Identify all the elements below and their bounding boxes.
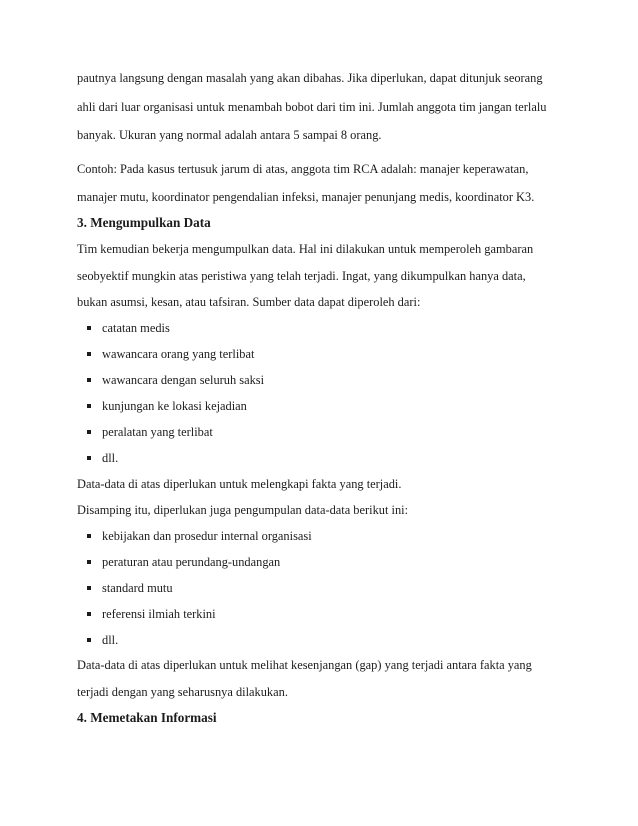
section-3-heading: 3. Mengumpulkan Data <box>77 215 211 230</box>
paragraph-6-line-2: terjadi dengan yang seharusnya dilakukan. <box>77 685 288 699</box>
list-2-item <box>87 606 216 622</box>
list-1-item <box>87 398 247 414</box>
bullet-icon <box>87 456 91 460</box>
paragraph-5: Disamping itu, diperlukan juga pengumpulan data-data berikut ini: <box>77 503 409 517</box>
list-2-item <box>87 528 312 544</box>
paragraph-6-line-1: Data-data di atas diperlukan untuk melihat kesenjangan (gap) yang terjadi antara fakta yang <box>77 658 532 672</box>
list-2-item <box>87 580 173 596</box>
bullet-icon <box>87 404 91 408</box>
list-1-item <box>87 346 254 362</box>
paragraph-2-line-1: Contoh: Pada kasus tertusuk jarum di atas, anggota tim RCA adalah: manajer keperawatan, <box>77 162 529 176</box>
paragraph-2-line-2: manajer mutu, koordinator pengendalian infeksi, manajer penunjang medis, koordinator K3. <box>77 190 535 204</box>
bullet-icon <box>87 326 91 330</box>
list-1-item-text: peralatan yang terlibat <box>102 425 213 439</box>
bullet-icon <box>87 378 91 382</box>
paragraph-1-line-3: banyak. Ukuran yang normal adalah antara 5 sampai 8 orang. <box>77 128 382 142</box>
paragraph-1-line-1: pautnya langsung dengan masalah yang akan dibahas. Jika diperlukan, dapat ditunjuk seorang <box>77 71 543 85</box>
list-1-item <box>87 320 170 336</box>
bullet-icon <box>87 534 91 538</box>
list-2-item <box>87 632 118 648</box>
bullet-icon <box>87 586 91 590</box>
list-2-item-text: standard mutu <box>102 581 173 595</box>
list-2-item-text: kebijakan dan prosedur internal organisasi <box>102 529 312 543</box>
paragraph-3-line-3: bukan asumsi, kesan, atau tafsiran. Sumber data dapat diperoleh dari: <box>77 295 421 309</box>
list-2-item <box>87 554 280 570</box>
bullet-icon <box>87 638 91 642</box>
bullet-icon <box>87 612 91 616</box>
section-4-heading: 4. Memetakan Informasi <box>77 710 217 725</box>
paragraph-1-line-2: ahli dari luar organisasi untuk menambah bobot dari tim ini. Jumlah anggota tim jangan terlalu <box>77 100 547 114</box>
list-2-item-text: dll. <box>102 633 119 647</box>
list-1-item-text: catatan medis <box>102 321 170 335</box>
list-1-item-text: dll. <box>102 451 119 465</box>
list-1-item <box>87 450 118 466</box>
paragraph-3-line-1: Tim kemudian bekerja mengumpulkan data. Hal ini dilakukan untuk memperoleh gambaran <box>77 242 534 256</box>
list-1-item <box>87 372 264 388</box>
list-1-item-text: kunjungan ke lokasi kejadian <box>102 399 247 413</box>
bullet-icon <box>87 430 91 434</box>
paragraph-4: Data-data di atas diperlukan untuk melengkapi fakta yang terjadi. <box>77 477 402 491</box>
paragraph-3-line-2: seobyektif mungkin atas peristiwa yang telah terjadi. Ingat, yang dikumpulkan hanya data, <box>77 269 526 283</box>
list-2-item-text: peraturan atau perundang-undangan <box>102 555 281 569</box>
bullet-icon <box>87 560 91 564</box>
list-1-item <box>87 424 213 440</box>
list-1-item-text: wawancara dengan seluruh saksi <box>102 373 265 387</box>
bullet-icon <box>87 352 91 356</box>
list-2-item-text: referensi ilmiah terkini <box>102 607 216 621</box>
list-1-item-text: wawancara orang yang terlibat <box>102 347 255 361</box>
